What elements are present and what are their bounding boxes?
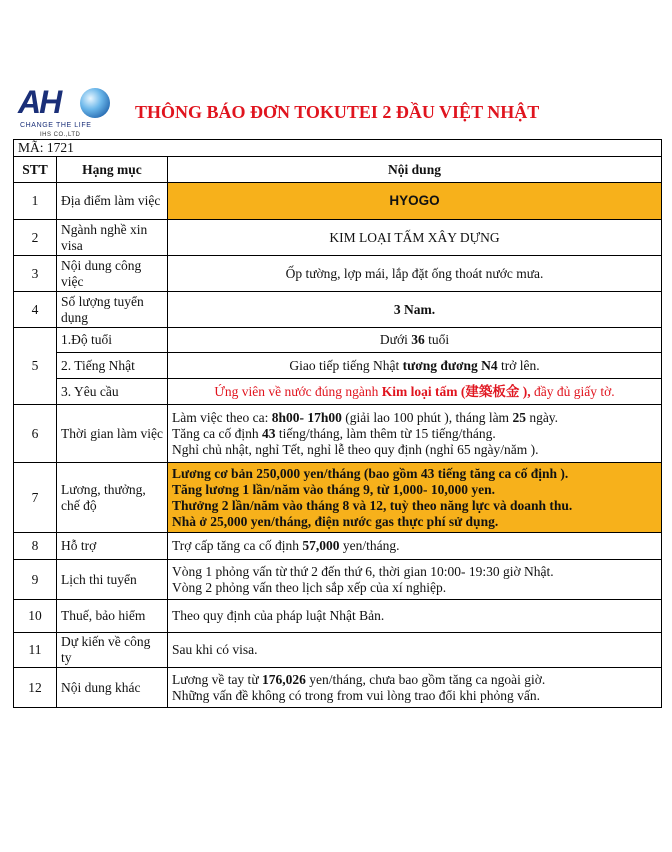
headcount: 3 Nam. bbox=[168, 292, 662, 328]
overtime-text: Tăng ca cố định bbox=[172, 425, 262, 441]
support bbox=[168, 533, 662, 560]
table-row bbox=[14, 560, 662, 600]
row-number: 3 bbox=[14, 256, 57, 292]
round1-line: Vòng 1 phỏng vấn từ thứ 2 đến thứ 6, thời gian 10:00- 19:30 giờ Nhật. bbox=[172, 563, 554, 579]
row-label: Nội dung khác bbox=[57, 668, 168, 708]
row-number: 4 bbox=[14, 292, 57, 328]
table-row bbox=[14, 405, 662, 463]
overtime-line bbox=[172, 426, 657, 442]
table-row bbox=[14, 600, 662, 633]
row-number: 8 bbox=[14, 533, 57, 560]
header-row bbox=[14, 157, 662, 183]
code-row bbox=[14, 140, 662, 157]
row-number: 1 bbox=[14, 183, 57, 220]
header-content: Nội dung bbox=[168, 157, 662, 183]
row-number: 11 bbox=[14, 633, 57, 668]
japanese-requirement bbox=[168, 353, 662, 379]
row-number: 9 bbox=[14, 560, 57, 600]
row-number: 7 bbox=[14, 463, 57, 533]
work-days: 25 bbox=[512, 409, 526, 425]
jp-pre: Giao tiếp tiếng Nhật bbox=[289, 357, 403, 373]
net-pay-amount: 176,026 bbox=[262, 671, 306, 687]
table-row bbox=[14, 633, 662, 668]
age-pre: Dưới bbox=[379, 332, 412, 347]
hours-text: Làm việc theo ca: bbox=[172, 409, 272, 425]
support-amount: 57,000 bbox=[302, 538, 340, 553]
row-label: Thời gian làm việc bbox=[57, 405, 168, 463]
table-row bbox=[14, 220, 662, 256]
support-text: Trợ cấp tăng ca cố định bbox=[172, 538, 303, 553]
interview-schedule bbox=[168, 560, 662, 600]
table-row bbox=[14, 463, 662, 533]
table-row bbox=[14, 256, 662, 292]
jp-post: trở lên. bbox=[497, 357, 540, 373]
row-label: Nội dung công việc bbox=[57, 256, 168, 292]
globe-icon bbox=[80, 88, 110, 118]
row-label: Số lượng tuyển dụng bbox=[57, 292, 168, 328]
req-field: Kim loại tấm (建築板金 ), bbox=[381, 383, 531, 399]
table-row bbox=[14, 353, 662, 379]
table-row bbox=[14, 379, 662, 405]
company-logo bbox=[18, 84, 114, 146]
req-post: đầy đủ giấy tờ. bbox=[530, 383, 615, 399]
job-code: MÃ: 1721 bbox=[14, 140, 662, 157]
row-label: Địa điểm làm việc bbox=[57, 183, 168, 220]
table-row bbox=[14, 292, 662, 328]
age-requirement bbox=[168, 328, 662, 353]
req-pre: Ứng viên về nước đúng ngành bbox=[214, 383, 382, 399]
support-text: yen/tháng. bbox=[339, 538, 400, 553]
table-row bbox=[14, 668, 662, 708]
work-location: HYOGO bbox=[168, 183, 662, 220]
age-post: tuổi bbox=[424, 332, 450, 347]
row-label: 2. Tiếng Nhật bbox=[57, 353, 168, 379]
page-title: THÔNG BÁO ĐƠN TOKUTEI 2 ĐẦU VIỆT NHẬT bbox=[135, 102, 540, 122]
row-label: Hỗ trợ bbox=[57, 533, 168, 560]
table-row bbox=[14, 328, 662, 353]
working-hours bbox=[168, 405, 662, 463]
overtime-text: tiếng/tháng, làm thêm từ 15 tiếng/tháng. bbox=[275, 425, 496, 441]
tax-insurance: Theo quy định của pháp luật Nhật Bản. bbox=[168, 600, 662, 633]
logo-company: IHS CO.,LTD bbox=[40, 132, 81, 138]
logo-tagline: CHANGE THE LIFE bbox=[20, 122, 92, 129]
overtime-hours: 43 bbox=[261, 425, 276, 441]
other-info bbox=[168, 668, 662, 708]
start-plan: Sau khi có visa. bbox=[168, 633, 662, 668]
bonus-line: Thưởng 2 lần/năm vào tháng 8 và 12, tuỳ theo năng lực và doanh thu. bbox=[172, 497, 573, 513]
note-line: Những vấn đề không có trong from vui lòng trao đổi khi phỏng vấn. bbox=[172, 687, 541, 703]
jp-level: tương đương N4 bbox=[402, 357, 498, 373]
row-label: Lương, thưởng, chế độ bbox=[57, 463, 168, 533]
salary-line: Lương cơ bản 250,000 yen/tháng (bao gồm 43 tiếng tăng ca cố định ). bbox=[172, 465, 569, 481]
job-description: Ốp tường, lợp mái, lắp đặt ống thoát nước mưa. bbox=[168, 256, 662, 292]
other-requirement bbox=[168, 379, 662, 405]
row-label: Thuế, bảo hiểm bbox=[57, 600, 168, 633]
age-value: 36 bbox=[411, 332, 425, 347]
row-label: Dự kiến về công ty bbox=[57, 633, 168, 668]
hours-line bbox=[172, 410, 657, 426]
row-number: 10 bbox=[14, 600, 57, 633]
hours-text: ngày. bbox=[525, 409, 559, 425]
net-pay-line bbox=[172, 672, 657, 688]
job-table bbox=[13, 139, 662, 708]
holidays-line: Nghỉ chủ nhật, nghỉ Tết, nghỉ lễ theo quy định (nghỉ 65 ngày/năm ). bbox=[172, 441, 539, 457]
round2-line: Vòng 2 phỏng vấn theo lịch sắp xếp của xí nghiệp. bbox=[172, 579, 447, 595]
header-item: Hạng mục bbox=[57, 157, 168, 183]
table-row bbox=[14, 183, 662, 220]
row-number: 12 bbox=[14, 668, 57, 708]
visa-field: KIM LOẠI TẤM XÂY DỰNG bbox=[168, 220, 662, 256]
row-number: 5 bbox=[14, 328, 57, 405]
row-number: 2 bbox=[14, 220, 57, 256]
logo-mark: AH bbox=[18, 84, 61, 120]
row-label: Lịch thi tuyển bbox=[57, 560, 168, 600]
shift-time: 8h00- 17h00 bbox=[271, 409, 342, 425]
housing-line: Nhà ở 25,000 yen/tháng, điện nước gas thực phí sử dụng. bbox=[172, 513, 499, 529]
net-pay-text: Lương về tay từ bbox=[172, 671, 263, 687]
header-stt: STT bbox=[14, 157, 57, 183]
row-label: 3. Yêu cầu bbox=[57, 379, 168, 405]
hours-text: (giải lao 100 phút ), tháng làm bbox=[341, 409, 513, 425]
salary-benefits bbox=[168, 463, 662, 533]
table-row bbox=[14, 533, 662, 560]
raise-line: Tăng lương 1 lần/năm vào tháng 9, từ 1,000- 10,000 yen. bbox=[172, 481, 495, 497]
row-number: 6 bbox=[14, 405, 57, 463]
row-label: 1.Độ tuổi bbox=[57, 328, 168, 353]
net-pay-text: yen/tháng, chưa bao gồm tăng ca ngoài giờ. bbox=[305, 671, 546, 687]
row-label: Ngành nghề xin visa bbox=[57, 220, 168, 256]
